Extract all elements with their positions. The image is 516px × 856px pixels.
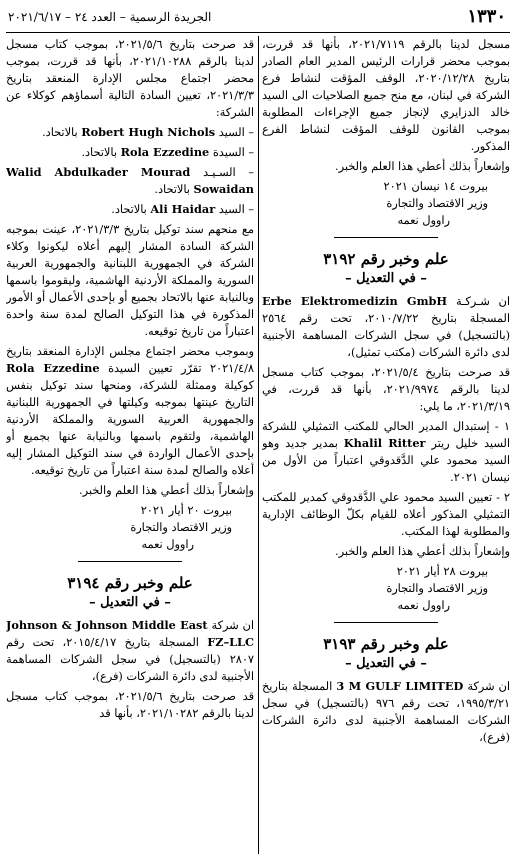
signature-date: بيروت ١٤ نيسان ٢٠٢١ [383, 180, 488, 193]
text: بالاتحاد. [42, 126, 78, 139]
text: ان شـركـة [455, 295, 510, 308]
signature-minister: وزير الاقتصاد والتجارة [130, 521, 232, 534]
paragraph [262, 293, 510, 361]
signature-name: راوول نعمه [397, 214, 450, 227]
paragraph [6, 343, 254, 479]
left-column [6, 36, 254, 854]
separator-rule [78, 561, 182, 562]
person-name: Walid Abdulkader Mourad Sowaidan [6, 165, 254, 196]
list-item [6, 124, 254, 141]
page-number: ١٣٣٠ [467, 6, 506, 27]
company-name: Johnson & Johnson Middle East FZ–LLC [6, 618, 254, 649]
running-head: الجريدة الرسمية – العدد ٢٤ – ٢٠٢١/٦/١٧ [8, 10, 212, 24]
paragraph: قد صرحت بتاريخ ٢٠٢١/٥/٤، بموجب كتاب مسجل لدينا بالرقم ٢٠٢١/٩٩٧٤، بأنها قد قررت، في ٢٠٢١/٣/١٩، ما يلي: [262, 366, 510, 413]
text: ان شركة [467, 680, 510, 693]
signature-name: راوول نعمه [141, 538, 194, 551]
acknowledgement: وإشعاراً بذلك أعطي هذا العلم والخبر. [335, 545, 510, 558]
page-header [6, 4, 510, 33]
list-item [262, 418, 510, 486]
text: بالاتحاد. [111, 203, 147, 216]
paragraph: قد صرحت بتاريخ ٢٠٢١/٥/٦، بموجب كتاب مسجل لدينا بالرقم ٢٠٢١/١٠٢٨٢، بأنها قد [6, 690, 254, 720]
text: المسجلة بتاريخ ١٩٩٥/٣/٢١، تحت رقم ٩٧٦ (بالتسجيل) في سجل الشركات المساهمة الأجنبية لدى دائرة الشركات (فرع)، [262, 680, 510, 744]
text: بالاتحاد. [81, 146, 117, 159]
signature-date: بيروت ٢٠ أيار ٢٠٢١ [140, 504, 232, 517]
company-name: Erbe Elektromedizin GmbH [262, 294, 448, 308]
text: بالاتحاد. [154, 183, 190, 196]
person-name: Robert Hugh Nichols [81, 125, 216, 139]
text: وبموجب محضر اجتماع مجلس الإدارة المنعقد بتاريخ ٢٠٢١/٤/٨ تقرّر تعيين السيدة [6, 345, 254, 375]
acknowledgement: وإشعاراً بذلك أعطي هذا العلم والخبر. [79, 484, 254, 497]
notice-title: علم وخبر رقم ٣١٩٣ [323, 635, 449, 653]
acknowledgement: وإشعاراً بذلك أعطي هذا العلم والخبر. [335, 160, 510, 173]
paragraph: مسجل لدينا بالرقم ٢٠٢١/٧١١٩، بأنها قد قررت، بموجب محضر قرارات الرئيس المدير العام الصادر بتاريخ ٢٠٢٠/١٢/٢٨، الوقف المؤقت لنشاط فرع الشركة في لبنان، مع منح جميع الصلاحيات الى السيد خالد الدزايري لإنجاز جميع الإجراءات المطلوبة بموجب القانون للوقف المؤقت لنشاط الفرع المذكور. [262, 38, 510, 153]
list-item [6, 164, 254, 198]
text: – السيدة [212, 146, 254, 159]
text: – السيد [218, 203, 254, 216]
person-name: Rola Ezzedine [6, 361, 100, 375]
person-name: Ali Haidar [150, 202, 216, 216]
text: كوكيلة وممثلة للشركة، ومنحها سند توكيل بنفس التاريخ عينتها بموجبه وكيلتها في الجمهورية اللبنانية والجمهورية العربية السورية والمملكة الأردنية الهاشمية، ولتقوم باسمها وبالنيابة عنها بجميع أو بإحدى الأعمال الواردة في سند التوكيل المشار إليه أعلاه والصالح لمدة سنة اعتباراً من تاريخ توقيعه. [6, 379, 254, 477]
paragraph: مع منحهم سند توكيل بتاريخ ٢٠٢١/٣/٣، عينت بموجبه الشركة السادة المشار إليهم أعلاه ليكونوا وكلاء الشركة في الجمهورية اللبنانية والجمهورية العربية السورية والمملكة الأردنية الهاشمية، وليقوموا باسمها وبالنيابة عنها بالاتحاد بجميع أو بإحدى الأعمال أو الأمور المذكورة في هذا التوكيل الصالح لمدة سنة واحدة اعتباراً من تاريخ توقيعه. [6, 223, 254, 338]
notice-subtitle: – في التعديل – [345, 656, 427, 671]
text: المسجلة بتاريخ ٢٠١٠/٧/٢٢، تحت رقم ٢٥٦٤ (بالتسجيل) في سجل الشركات المساهمة الأجنبية لدى دائرة الشركات (مكتب تمثيل)، [262, 312, 510, 359]
column-divider [258, 36, 259, 854]
notice-subtitle: – في التعديل – [89, 595, 171, 610]
right-column [262, 36, 510, 854]
text: المسجلة بتاريخ ٢٠١٥/٤/١٧، تحت رقم ٢٨٠٧ (بالتسجيل) في سجل الشركات المساهمة الأجنبية لدى دائرة الشركات (فرع)، [6, 636, 254, 683]
notice-title: علم وخبر رقم ٣١٩٢ [323, 250, 449, 268]
person-name: Khalil Ritter [343, 436, 426, 450]
signature-minister: وزير الاقتصاد والتجارة [386, 197, 488, 210]
text: – السـيـد [203, 166, 254, 179]
signature-date: بيروت ٢٨ أيار ٢٠٢١ [396, 565, 488, 578]
paragraph: قد صرحت بتاريخ ٢٠٢١/٥/٦، بموجب كتاب مسجل لدينا بالرقم ٢٠٢١/١٠٢٨٨، بأنها قد قررت، بموجب محضر اجتماع مجلس الإدارة المنعقد بتاريخ ٢٠٢١/٣/٣، تعيين السادة التالية أسماؤهم كوكلاء عن الشركة: [6, 38, 254, 119]
list-item: ٢ - تعيين السيد محمود علي الدَّقدوقي كمدير للمكتب التمثيلي المذكور أعلاه للقيام بكلّ الوظائف الإدارية والمطلوبة لهذا المكتب. [262, 491, 510, 538]
separator-rule [334, 237, 438, 238]
list-item [6, 201, 254, 218]
signature-name: راوول نعمه [397, 599, 450, 612]
company-name: 3 M GULF LIMITED [336, 679, 464, 693]
list-item [6, 144, 254, 161]
paragraph [6, 617, 254, 685]
signature-minister: وزير الاقتصاد والتجارة [386, 582, 488, 595]
person-name: Rola Ezzedine [120, 145, 210, 159]
separator-rule [334, 622, 438, 623]
text: ١ - إستبدال المدير الحالي للمكتب التمثيلي للشركة السيد خليل ريتر [262, 420, 510, 450]
notice-subtitle: – في التعديل – [345, 271, 427, 286]
text: – السيد [218, 126, 254, 139]
text: بمدير جديد وهو السيد محمود علي الدَّقدوقي اعتباراً من الأول من نيسان ٢٠٢١. [262, 437, 510, 484]
notice-title: علم وخبر رقم ٣١٩٤ [67, 574, 193, 592]
text: ان شركة [211, 619, 254, 632]
paragraph [262, 678, 510, 746]
